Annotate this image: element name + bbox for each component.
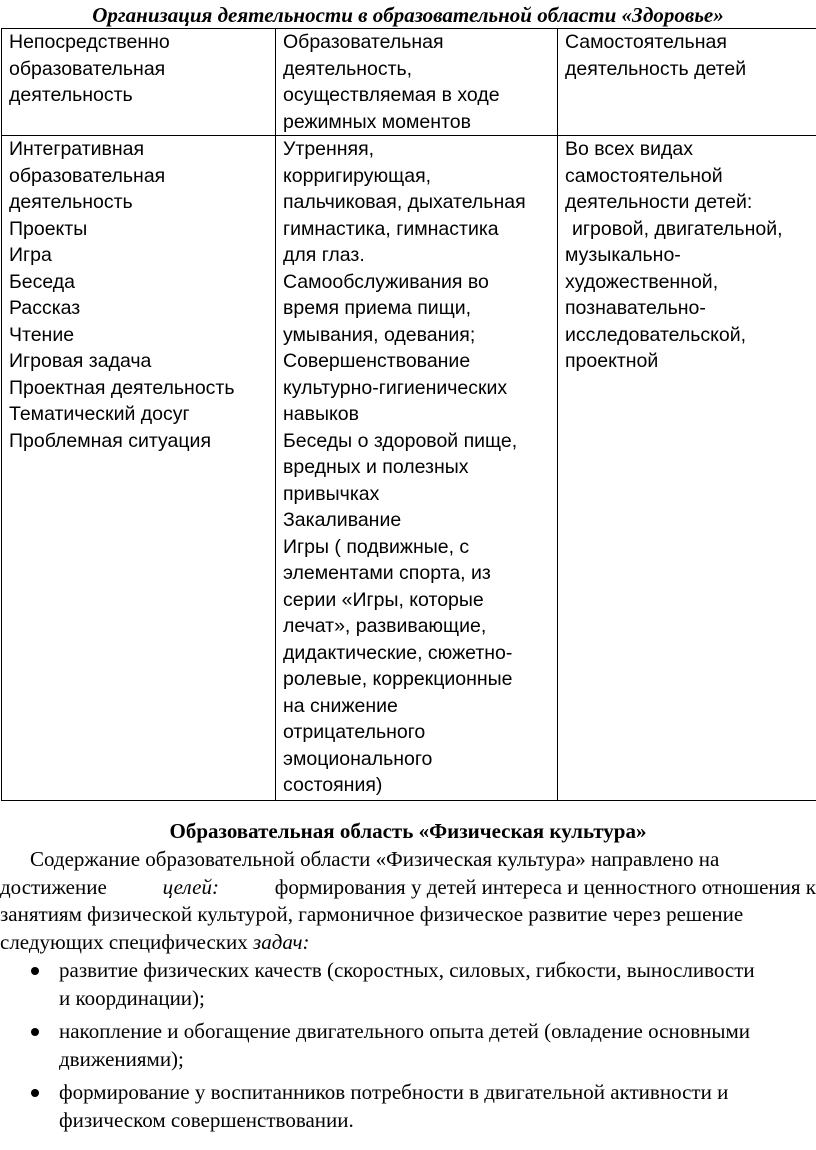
paragraph-line xyxy=(0,929,816,957)
cell-line: Проектная деятельность xyxy=(9,376,235,399)
cell-line: культурно-гигиенических xyxy=(283,376,508,399)
list-item-line: и координации); xyxy=(59,985,205,1010)
paragraph-line xyxy=(0,874,816,902)
header-line: осуществляемая в ходе xyxy=(283,84,500,106)
cell-line: Игры ( подвижные, с xyxy=(283,535,470,558)
page-title: Организация деятельности в образовательной области «Здоровье» xyxy=(92,3,724,27)
bullet-icon xyxy=(0,957,59,1012)
cell-line: отрицательного xyxy=(283,721,426,743)
list-item xyxy=(0,1079,816,1134)
paragraph-text: следующих специфических xyxy=(0,929,248,954)
cell-line: пальчиковая, дыхательная xyxy=(283,191,526,213)
bullet-icon xyxy=(0,1079,59,1134)
cell-line: Рассказ xyxy=(9,297,81,319)
header-line: Образовательная xyxy=(283,31,444,53)
cell-line: Интегративная xyxy=(9,138,145,160)
cell-line: проектной xyxy=(565,350,659,372)
cell-line: корригирующая, xyxy=(283,164,432,187)
physical-culture-section xyxy=(0,818,816,1140)
cell-line: навыков xyxy=(283,403,359,425)
cell-line: состояния) xyxy=(283,774,383,796)
list-item xyxy=(0,957,816,1012)
cell-line: деятельность xyxy=(9,191,133,213)
table-body-row xyxy=(2,136,816,801)
cell-line: дидактические, сюжетно- xyxy=(283,641,513,664)
header-line: Непосредственно xyxy=(9,31,170,53)
cell-line: Беседа xyxy=(9,270,76,293)
section-paragraph xyxy=(0,846,816,956)
cell-line: Игра xyxy=(9,244,52,266)
header-line: режимных моментов xyxy=(283,110,471,133)
cell-line: Совершенствование xyxy=(283,350,471,372)
bullet-icon xyxy=(0,1018,59,1073)
list-item-line: физическом совершенствовании. xyxy=(59,1107,354,1132)
cell-line: Игровая задача xyxy=(9,350,152,372)
cell-line: серии «Игры, которые xyxy=(283,588,484,611)
cell-line: Беседы о здоровой пище, xyxy=(283,429,518,452)
cell-line: самостоятельной xyxy=(565,164,723,187)
cell-line: на снижение xyxy=(283,694,398,717)
cell-independent-activity xyxy=(558,136,816,801)
cell-line: для глаз. xyxy=(283,244,365,266)
cell-line: гимнастика, гимнастика xyxy=(283,217,499,240)
paragraph-text: занятиям физической культурой, гармоничное физическое развитие через решение xyxy=(0,902,744,926)
cell-line: музыкально- xyxy=(565,244,681,266)
cell-line: исследовательской, xyxy=(565,323,747,346)
tasks-term: задач: xyxy=(253,929,310,954)
list-item-line: накопление и обогащение двигательного опыта детей (овладение основными xyxy=(59,1019,750,1043)
cell-line: Проблемная ситуация xyxy=(9,429,212,452)
list-item xyxy=(0,1018,816,1073)
paragraph-text: достижение xyxy=(0,874,107,899)
cell-line: деятельности детей: xyxy=(565,191,753,213)
cell-line: Во всех видах xyxy=(565,138,693,160)
list-item-line: формирование у воспитанников потребности в двигательной активности и xyxy=(59,1080,729,1104)
cell-line: игровой, двигательной, xyxy=(572,217,783,240)
list-item-line: движениями); xyxy=(59,1046,184,1071)
cell-line: Чтение xyxy=(9,323,75,346)
cell-line: привычках xyxy=(283,482,380,505)
goals-term: целей: xyxy=(162,874,219,899)
cell-line: образовательная xyxy=(9,164,166,187)
cell-line: Утренняя, xyxy=(283,138,375,160)
header-independent-activity xyxy=(558,29,816,136)
header-direct-education xyxy=(2,29,276,136)
header-line: Самостоятельная xyxy=(565,31,727,53)
paragraph-line xyxy=(0,846,816,874)
cell-line: Самообслуживания во xyxy=(283,270,489,293)
paragraph-text: Содержание образовательной области «Физическая культура» направлено на xyxy=(30,847,720,871)
paragraph-line xyxy=(0,901,816,929)
paragraph-text: формирования у детей интереса и ценностного отношения к xyxy=(274,874,816,899)
cell-line: время приема пищи, xyxy=(283,297,472,319)
cell-line: Проекты xyxy=(9,217,88,240)
cell-line: художественной, xyxy=(565,270,719,293)
cell-line: ролевые, коррекционные xyxy=(283,668,513,690)
table-header-row xyxy=(2,29,816,136)
activities-table xyxy=(1,28,816,801)
header-line: образовательная xyxy=(9,57,166,80)
header-line: деятельность, xyxy=(283,57,413,80)
cell-line: эмоционального xyxy=(283,747,433,770)
cell-regime-moments xyxy=(276,136,558,801)
cell-line: Тематический досуг xyxy=(9,403,190,425)
header-regime-moments xyxy=(276,29,558,136)
section-title: Образовательная область «Физическая культура» xyxy=(169,819,647,843)
cell-line: познавательно- xyxy=(565,297,706,319)
header-line: деятельность детей xyxy=(565,57,747,80)
cell-line: вредных и полезных xyxy=(283,456,469,478)
cell-line: умывания, одевания; xyxy=(283,323,476,346)
cell-direct-education xyxy=(2,136,276,801)
list-item-line: развитие физических качеств (скоростных, силовых, гибкости, выносливости xyxy=(59,958,755,982)
header-line: деятельность xyxy=(9,84,133,106)
task-list xyxy=(0,957,816,1134)
cell-line: элементами спорта, из xyxy=(283,562,491,584)
cell-line: Закаливание xyxy=(283,509,402,531)
cell-line: лечат», развивающие, xyxy=(283,615,487,637)
